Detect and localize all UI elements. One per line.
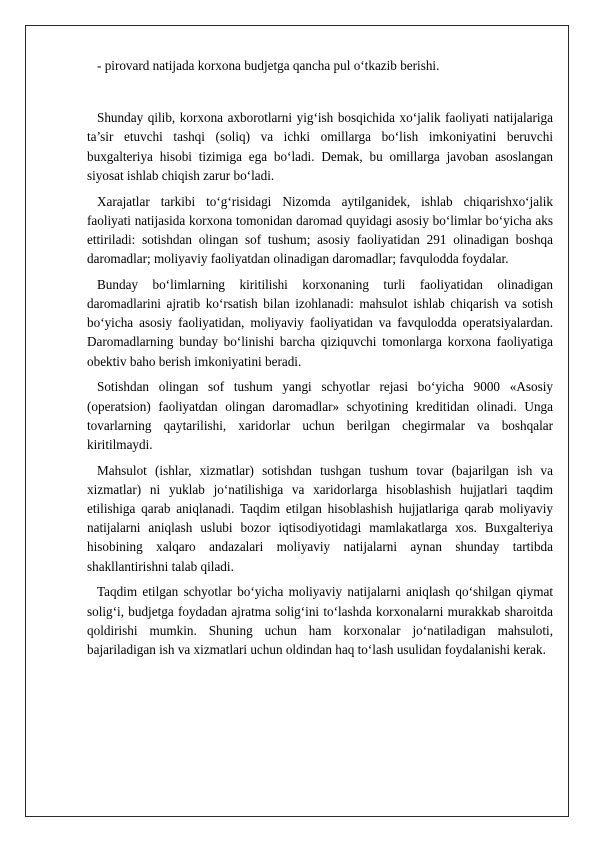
- paragraph-3: Bunday bo‘limlarning kiritilishi korxonaning turli faoliyatidan olinadigan daromadlarini ajratib ko‘rsatish bilan izohlanadi: mahsulot ishlab chiqarish va sotish bo‘yicha asosiy faoliyatidan, moliyaviy faoliyatidan va favqulodda operatsiyalardan. Daromadlarning bunday bo‘linishi barcha qiziquvchi tomonlarga korxona faoliyatiga obektiv baho berish imkoniyatini beradi.: [87, 276, 553, 369]
- paragraph-2: Xarajatlar tarkibi to‘g‘risidagi Nizomda aytilganidek, ishlab chiqarishxo‘jalik faoliyati natijasida korxona tomonidan daromad quyidagi asosiy bo‘limlar bo‘yicha aks ettiriladi: sotishdan olingan sof tushum; asosiy faoliyatidan 291 olinadigan boshqa daromadlar; moliyaviy faoliyatdan olinadigan daromadlar; favqulodda foydalar.: [87, 193, 553, 267]
- spacer: [87, 75, 553, 108]
- document-body: [87, 56, 553, 659]
- paragraph-6: Taqdim etilgan schyotlar bo‘yicha moliyaviy natijalarni aniqlash qo‘shilgan qiymat solig‘i, budjetga foydadan ajratma solig‘ini to‘lashda korxonalarni murakkab sharoitda qoldirishi mumkin. Shuning uchun ham korxonalar jo‘natiladigan mahsuloti, bajariladigan ish va xizmatlari uchun oldindan haq to‘lash usulidan foydalanishi kerak.: [87, 584, 553, 657]
- paragraph-1: Shunday qilib, korxona axborotlarni yig‘ish bosqichida xo‘jalik faoliyati natijalariga ta’sir etuvchi tashqi (soliq) va ichki omillarga bo‘lish imkoniyatini beruvchi buxgalteriya hisobi tizimiga ega bo‘ladi. Demak, bu omillarga javoban asoslangan siyosat ishlab chiqish zarur bo‘ladi.: [87, 110, 553, 183]
- paragraph-5: Mahsulot (ishlar, xizmatlar) sotishdan tushgan tushum tovar (bajarilgan ish va xizmatlar) ni yuklab jo‘natilishiga va xaridorlarga hisoblashish hujjatlari taqdim etilishiga qarab aniqlanadi. Taqdim etilgan hisoblashish hujjatlariga qarab moliyaviy natijalarni aniqlash uslubi bozor iqtisodiyotidagi mamlakatlarga xos. Buxgalteriya hisobining xalqaro andazalari moliyaviy natijalarni aynan shunday tartibda shakllantirishni talab qiladi.: [87, 462, 553, 574]
- intro-line: - pirovard natijada korxona budjetga qancha pul o‘tkazib berishi.: [97, 58, 440, 73]
- paragraph-4: Sotishdan olingan sof tushum yangi schyotlar rejasi bo‘yicha 9000 «Asosiy (operatsion) faoliyatdan olingan daromadlar» schyotining kreditidan olinadi. Unga tovarlarning qaytarilishi, xaridorlar uchun berilgan chegirmalar va boshqalar kiritilmaydi.: [87, 379, 553, 452]
